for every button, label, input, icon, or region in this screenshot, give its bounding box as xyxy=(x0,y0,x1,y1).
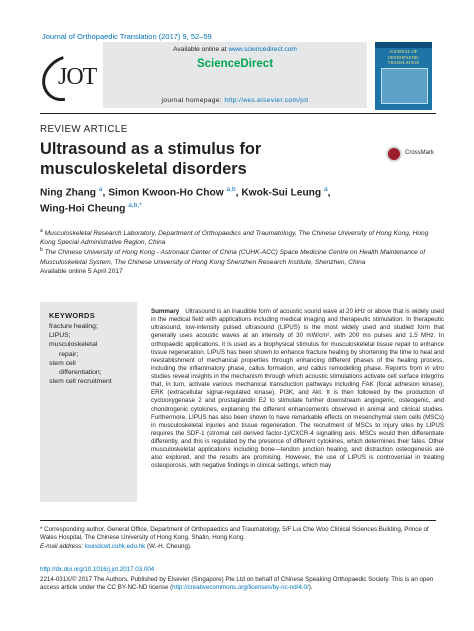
available-online-line xyxy=(103,46,367,53)
author-list xyxy=(40,185,440,217)
abstract xyxy=(151,308,444,471)
journal-homepage-link[interactable]: http://ees.elsevier.com/jot xyxy=(224,97,309,104)
author-separator: , xyxy=(235,187,242,199)
affiliation-marker: b xyxy=(40,247,43,254)
affiliation-text: The Chinese University of Hong Kong - Astronaut Center of China (CUHK-ACC) Space Medicine Centre on Health Maintenance of Musculoskeletal System, The Chinese University of Hong Kong Shenzhen Research Institute, Shenzhen, China xyxy=(40,249,426,266)
available-online-date: Available online 5 April 2017 xyxy=(40,267,123,275)
author-name: Simon Kwoon-Ho Chow xyxy=(108,187,227,199)
cover-title: JOURNAL OF ORTHOPAEDIC TRANSLATION xyxy=(387,49,420,66)
homepage-prefix: journal homepage: xyxy=(161,97,225,104)
journal-reference[interactable]: Journal of Orthopaedic Translation (2017) 9, 52–59 xyxy=(42,32,212,41)
author-name: Kwok-Sui Leung xyxy=(241,187,324,199)
email-label: E-mail address: xyxy=(40,542,85,550)
author-separator: , xyxy=(102,187,109,199)
cover-image xyxy=(381,68,428,104)
keywords-list xyxy=(49,322,135,387)
email-suffix: (W.-H. Cheung). xyxy=(145,542,192,550)
crossmark-label: CrossMark xyxy=(405,150,435,156)
footnote-divider xyxy=(40,520,436,521)
author-line-1 xyxy=(40,185,440,201)
keywords-box xyxy=(40,302,137,502)
copyright-end: ). xyxy=(308,584,313,592)
article-title: Ultrasound as a stimulus for musculoskeletal disorders xyxy=(40,140,262,178)
abstract-label: Summary xyxy=(151,308,180,315)
keyword-item: repair; xyxy=(59,350,79,358)
affiliation-b xyxy=(40,247,440,266)
keyword-item: musculoskeletal xyxy=(49,341,98,349)
corresponding-author-text: * Corresponding author. General Office, Department of Orthopaedics and Traumatology, 5/F Lui Che Woo Clinical Sciences Building, Prince of Wales Hospital, The Chinese University of Hong Kong, Shatin, Hong Kong. xyxy=(40,526,429,542)
author-affil-link[interactable]: a,b,* xyxy=(128,201,142,209)
affiliation-text: Musculoskeletal Research Laboratory, Department of Orthopaedics and Traumatology, The Chinese University of Hong Kong, Hong Kong Special Administrative Region, China xyxy=(40,230,429,247)
author-name: Wing-Hoi Cheung xyxy=(40,203,129,215)
header-divider xyxy=(40,113,436,114)
article-type: REVIEW ARTICLE xyxy=(40,124,128,135)
copyright-notice xyxy=(40,576,442,593)
abstract-text-cont: studies reveal insights in the mechanism through which acoustic stimulations activate cell surface integrins that, in turn, activate various mechanical transduction pathways including FAK (focal adhesion kinase), ERK (extracellular signal-regulated kinase), PI3K, and Akt. It is then followed by the production of cyclooxygenase 2 and prostaglandin E2 to stimulate further downstream angiogenic, osteogenic, and chondrogenic cytokines, explaining the different enhancements observed in animal and clinical studies. Furthermore, LIPUS has also been shown to have remarkable effects on mesenchymal stem cells (MSCs) in musculoskeletal injuries and tissue regeneration. The recruitment of MSCs to injury sites by LIPUS requires the SDF-1 (stromal cell derived factor-1)/CXCR-4 signalling axis. MSCs would then differentiate differently, and this is regulated by the presence of different cytokines, which determines their fates. Other musculoskeletal applications including bone—tendon junction healing, and distraction osteogenesis are also explored, and the results are promising. However, the use of LIPUS is controversial in treating osteoporosis, with negative findings in clinical settings, which may xyxy=(151,373,444,470)
keyword-item: fracture healing; xyxy=(49,323,98,330)
abstract-text: Ultrasound is an inaudible form of acoustic sound wave at 20 kHz or above that is widely used in the medical field with applications including medical imaging and therapeutic stimulation. In therapeutic ultrasound, low-intensity pulsed ultrasound (LIPUS) is the most widely used and studied form that generally uses acoustic waves at an intensity of 30 mW/cm², with 200 ms pulses and 1.5 MHz. In orthopaedic applications, it is used as a biophysical stimulus for musculoskeletal tissue repair to enhance tissue regeneration. LIPUS has been shown to enhance fracture healing by shortening the time to heal and reestablishment of mechanical properties through enhancing different phases of the healing process, including the inflammatory phase, callus formation, and callus remodelling phase. Reports from xyxy=(151,308,444,372)
author-name: Ning Zhang xyxy=(40,187,99,199)
sciencedirect-url-link[interactable]: www.sciencedirect.com xyxy=(228,46,297,53)
corresponding-author-note xyxy=(40,526,442,551)
logo-text: JOT xyxy=(58,64,97,90)
journal-cover-thumbnail[interactable] xyxy=(375,42,432,110)
email-line xyxy=(40,543,442,551)
abstract-italic: in vitro xyxy=(424,364,444,372)
author-separator: , xyxy=(327,187,331,199)
keyword-item: LIPUS; xyxy=(49,332,71,340)
keyword-item: differentiation; xyxy=(59,369,102,377)
license-link[interactable]: http://creativecommons.org/licenses/by-nc-nd/4.0/ xyxy=(172,584,309,592)
author-affil-link[interactable]: a xyxy=(98,186,103,193)
author-affil-link[interactable]: a xyxy=(323,186,328,193)
available-prefix: Available online at xyxy=(173,46,229,53)
sciencedirect-wordmark[interactable]: ScienceDirect xyxy=(196,58,274,70)
journal-logo xyxy=(40,50,102,108)
email-link[interactable]: louisdcwt.cuhk.edu.hk xyxy=(84,542,146,550)
doi-link[interactable]: http://dx.doi.org/10.1016/j.jot.2017.03.004 xyxy=(40,566,155,573)
crossmark-badge[interactable] xyxy=(386,145,442,165)
sciencedirect-banner xyxy=(103,42,367,108)
keywords-heading: KEYWORDS xyxy=(49,311,95,320)
affiliation-marker: a xyxy=(40,228,43,234)
keyword-item: stem cell xyxy=(49,359,76,367)
author-line-2 xyxy=(40,201,440,217)
copyright-text: 2214-031X/© 2017 The Authors. Published by Elsevier (Singapore) Pte Ltd on behalf of Chinese Speaking Orthopaedic Society. This is an open access article under the CC BY-NC-ND license ( xyxy=(40,576,434,592)
author-affil-link[interactable]: a,b xyxy=(226,186,236,193)
keyword-item: stem cell recruitment xyxy=(49,378,112,386)
cover-top-band xyxy=(375,42,432,48)
affiliations xyxy=(40,228,440,276)
crossmark-icon xyxy=(386,146,402,162)
affiliation-a xyxy=(40,228,440,247)
journal-homepage-line xyxy=(103,97,367,104)
